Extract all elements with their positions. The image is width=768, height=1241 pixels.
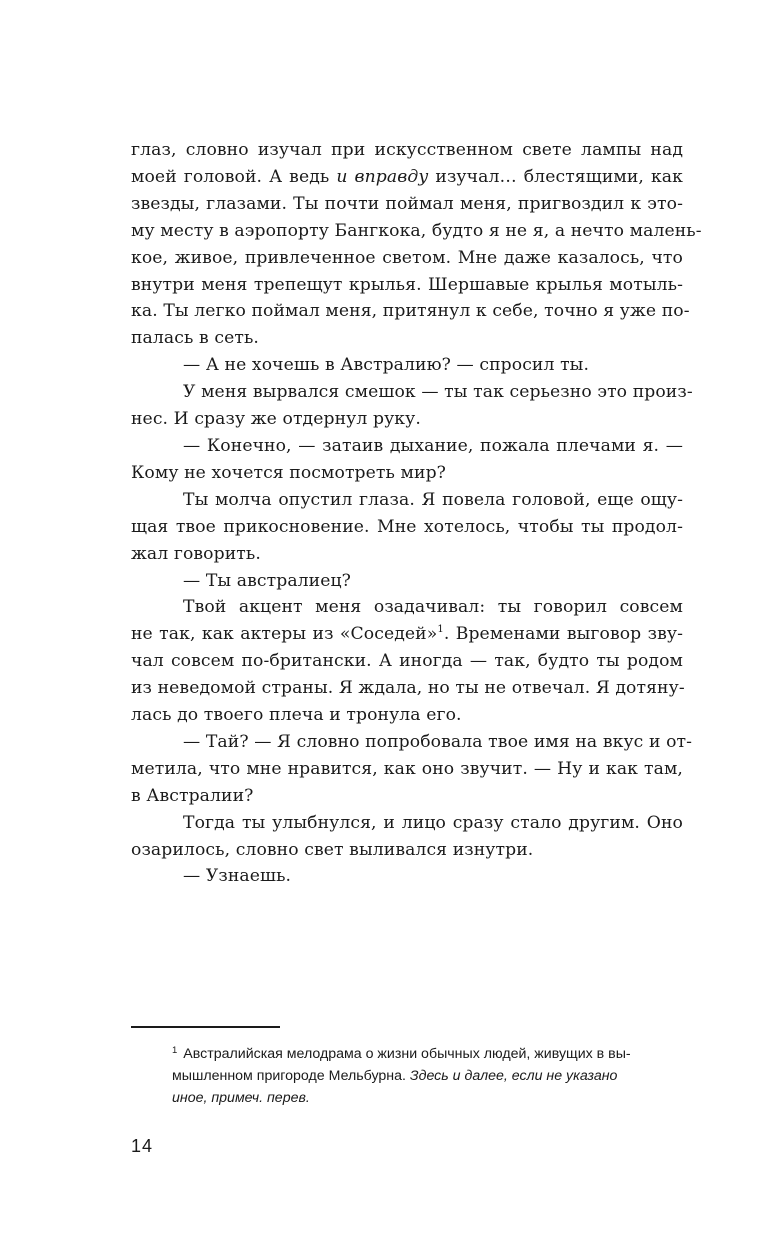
text-line: Твой акцент меня озадачивал: ты говорил совсем [183, 597, 683, 618]
text-line: У меня вырвался смешок — ты так серьезно это произ- [183, 382, 693, 403]
footnote-mark: 1 [172, 1045, 178, 1056]
paragraph [131, 729, 693, 810]
paragraph [131, 863, 683, 890]
text-line: звезды, глазами. Ты почти поймал меня, пригвоздил к это- [131, 193, 683, 214]
italic-text: и вправду [336, 166, 429, 187]
footnote-divider [131, 1026, 280, 1028]
footnote-line: мышленном пригороде Мельбурна. Здесь и далее, если не указано [172, 1068, 618, 1084]
paragraph [131, 137, 702, 352]
text-line: лась до твоего плеча и тронула его. [131, 705, 462, 726]
text-line: — Узнаешь. [183, 866, 292, 887]
text-line: му месту в аэропорту Бангкока, будто я не я, а нечто малень- [131, 220, 702, 241]
paragraph [131, 352, 683, 379]
paragraph [131, 568, 683, 595]
footnote-line [131, 1087, 683, 1109]
text-line: ка. Ты легко поймал меня, притянул к себе, точно я уже по- [131, 301, 690, 322]
text-line: щая твое прикосновение. Мне хотелось, чтобы ты продол- [131, 516, 683, 537]
paragraph [131, 487, 683, 568]
text-line: в Австралии? [131, 785, 254, 806]
text-line: нес. И сразу же отдернул руку. [131, 409, 421, 430]
main-text [131, 137, 702, 890]
text-line: глаз, словно изучал при искусственном свете лампы над [131, 140, 683, 160]
paragraph [131, 433, 683, 487]
page-number: 14 [131, 1136, 154, 1156]
text-line: Ты молча опустил глаза. Я повела головой, еще ощу- [183, 489, 683, 510]
text-line: внутри меня трепещут крылья. Шершавые крылья мотыль- [131, 274, 683, 295]
footnote-line: $^1$ Австралийская мелодрама о жизни обычных людей, живущих в вы- [172, 1045, 631, 1062]
text-line: — Конечно, — затаив дыхание, пожала плечами я. — [183, 435, 683, 456]
text-line: палась в сеть. [131, 328, 259, 349]
text-line: из неведомой страны. Я ждала, но ты не отвечал. Я дотяну- [131, 678, 685, 699]
text-line: — Ты австралиец? [183, 570, 351, 591]
italic-text: Здесь и далее, если не указано [409, 1068, 618, 1084]
text-line: Тогда ты улыбнулся, и лицо сразу стало другим. Оно [183, 812, 683, 833]
text-line: чал совсем по-британски. А иногда — так, будто ты родом [131, 651, 683, 672]
italic-text: иное, примеч. перев. [172, 1090, 310, 1106]
text-line: озарилось, словно свет выливался изнутри. [131, 839, 534, 860]
text-line: жал говорить. [131, 543, 261, 564]
text-line: Кому не хочется посмотреть мир? [131, 462, 447, 483]
paragraph [131, 810, 683, 864]
text-line: — Тай? — Я словно попробовала твое имя на вкус и от- [183, 731, 693, 752]
text-line: не так, как актеры из «Соседей»$^1$. Временами выговор зву- [131, 624, 683, 645]
text-line: моей головой. А ведь и вправду изучал… блестящими, как [131, 166, 683, 187]
paragraph [131, 594, 683, 729]
text-line: — А не хочешь в Австралию? — спросил ты. [183, 355, 590, 376]
footnote-reference[interactable]: 1 [437, 624, 444, 636]
text-line: метила, что мне нравится, как оно звучит. — Ну и как там, [131, 758, 683, 779]
text-line: кое, живое, привлеченное светом. Мне даже казалось, что [131, 247, 683, 268]
paragraph [131, 379, 693, 433]
footnote [131, 1043, 683, 1109]
